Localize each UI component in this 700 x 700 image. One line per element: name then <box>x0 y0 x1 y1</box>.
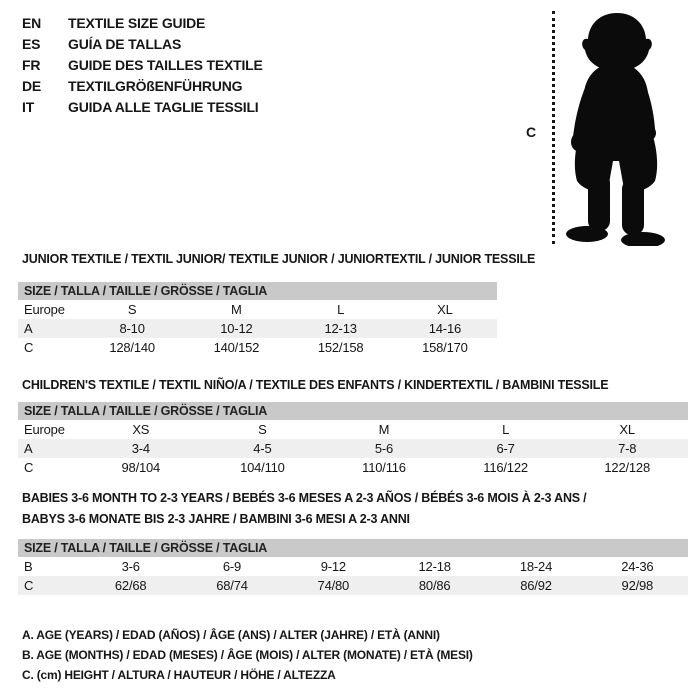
babies-section-title <box>22 488 586 530</box>
size-cell: M <box>231 302 242 317</box>
language-code: DE <box>22 78 42 94</box>
size-cell: 122/128 <box>604 460 650 475</box>
row-label: B <box>24 559 33 574</box>
size-cell: 9-12 <box>320 559 346 574</box>
language-row-en <box>22 13 263 34</box>
size-cell: 86/92 <box>520 578 552 593</box>
size-cell: 3-6 <box>121 559 140 574</box>
size-cell: S <box>127 302 137 317</box>
junior-section-title: JUNIOR TEXTILE / TEXTIL JUNIOR/ TEXTILE JUNIOR / JUNIORTEXTIL / JUNIOR TESSILE <box>22 252 536 266</box>
size-cell: 24-36 <box>621 559 654 574</box>
table-row-europe <box>18 300 497 319</box>
language-row-it <box>22 97 263 118</box>
size-cell: 4-5 <box>253 441 272 456</box>
babies-title-line2: BABYS 3-6 MONATE BIS 2-3 JAHRE / BAMBINI 3-6 MESI A 2-3 ANNI <box>22 512 410 526</box>
table-row-height <box>18 338 497 357</box>
table-row-age <box>18 319 497 338</box>
size-cell: 18-24 <box>519 559 553 574</box>
row-label: C <box>24 578 34 593</box>
size-cell: 6-7 <box>496 441 515 456</box>
children-size-table <box>18 402 688 477</box>
language-row-fr <box>22 55 263 76</box>
size-cell: XL <box>619 422 635 437</box>
size-cell: L <box>337 302 345 317</box>
junior-size-table <box>18 282 497 357</box>
size-cell: 158/170 <box>422 340 468 355</box>
row-label: C <box>24 460 34 475</box>
size-cell: 7-8 <box>618 441 637 456</box>
language-row-es <box>22 34 263 55</box>
size-cell: 6-9 <box>222 559 242 574</box>
row-label: Europe <box>24 302 65 317</box>
size-cell: 14-16 <box>428 321 461 336</box>
size-cell: 116/122 <box>483 460 528 475</box>
size-cell: 92/98 <box>621 578 654 593</box>
size-cell: 110/116 <box>362 460 406 475</box>
size-cell: XL <box>437 302 453 317</box>
size-figure <box>518 8 693 250</box>
note-age-months: B. AGE (MONTHS) / EDAD (MESES) / ÂGE (MOIS) / ALTER (MONATE) / ETÀ (MESI) <box>22 648 473 662</box>
size-cell: L <box>502 422 510 437</box>
row-label: C <box>24 340 34 355</box>
language-label: GUIDA ALLE TAGLIE TESSILI <box>68 99 259 115</box>
size-cell: 68/74 <box>216 578 248 593</box>
size-header-bar: SIZE / TALLA / TAILLE / GRÖSSE / TAGLIA <box>18 539 688 557</box>
size-cell: 104/110 <box>240 460 285 475</box>
size-cell: 128/140 <box>109 340 155 355</box>
note-height-cm: C. (cm) HEIGHT / ALTURA / HAUTEUR / HÖHE / ALTEZZA <box>22 668 336 682</box>
size-cell: 98/104 <box>121 460 161 475</box>
table-row-height <box>18 576 688 595</box>
children-section-title: CHILDREN'S TEXTILE / TEXTIL NIÑO/A / TEXTILE DES ENFANTS / KINDERTEXTIL / BAMBINI TESSILE <box>22 378 609 392</box>
row-label: A <box>24 441 33 456</box>
size-cell: 74/80 <box>317 578 350 593</box>
language-label: TEXTILE SIZE GUIDE <box>68 15 206 31</box>
toddler-silhouette-icon <box>564 10 668 246</box>
height-measure-line <box>552 11 555 244</box>
row-label: Europe <box>24 422 65 437</box>
size-cell: XS <box>132 422 150 437</box>
size-cell: 152/158 <box>317 340 364 355</box>
babies-title-line1: BABIES 3-6 MONTH TO 2-3 YEARS / BEBÉS 3-6 MESES A 2-3 AÑOS / BÉBÉS 3-6 MOIS À 2-3 ANS / <box>22 491 587 505</box>
language-list <box>22 13 263 118</box>
legend-notes <box>22 625 473 685</box>
language-code: IT <box>22 99 35 115</box>
row-label: A <box>24 321 33 336</box>
size-header-bar: SIZE / TALLA / TAILLE / GRÖSSE / TAGLIA <box>18 402 688 420</box>
language-label: GUIDE DES TAILLES TEXTILE <box>68 57 263 73</box>
measure-label-c: C <box>526 124 536 140</box>
babies-size-table <box>18 539 688 595</box>
size-cell: 12-13 <box>324 321 357 336</box>
size-cell: 3-4 <box>131 441 150 456</box>
size-cell: 80/86 <box>418 578 451 593</box>
table-row-age <box>18 439 688 458</box>
size-cell: M <box>378 422 390 437</box>
size-cell: 8-10 <box>119 321 145 336</box>
language-code: ES <box>22 36 41 52</box>
table-row-europe <box>18 420 688 439</box>
table-row-height <box>18 458 688 477</box>
language-row-de <box>22 76 263 97</box>
size-cell: 12-18 <box>418 559 451 574</box>
size-header-bar: SIZE / TALLA / TAILLE / GRÖSSE / TAGLIA <box>18 282 497 300</box>
size-cell: 62/68 <box>114 578 147 593</box>
size-cell: S <box>258 422 267 437</box>
size-cell: 140/152 <box>213 340 260 355</box>
table-row-months <box>18 557 688 576</box>
language-label: GUÍA DE TALLAS <box>68 36 182 52</box>
size-cell: 5-6 <box>374 441 394 456</box>
language-code: FR <box>22 57 41 73</box>
language-label: TEXTILGRÖßENFÜHRUNG <box>68 78 243 94</box>
note-age-years: A. AGE (YEARS) / EDAD (AÑOS) / ÂGE (ANS) / ALTER (JAHRE) / ETÀ (ANNI) <box>22 628 440 642</box>
language-code: EN <box>22 15 42 31</box>
size-cell: 10-12 <box>220 321 253 336</box>
